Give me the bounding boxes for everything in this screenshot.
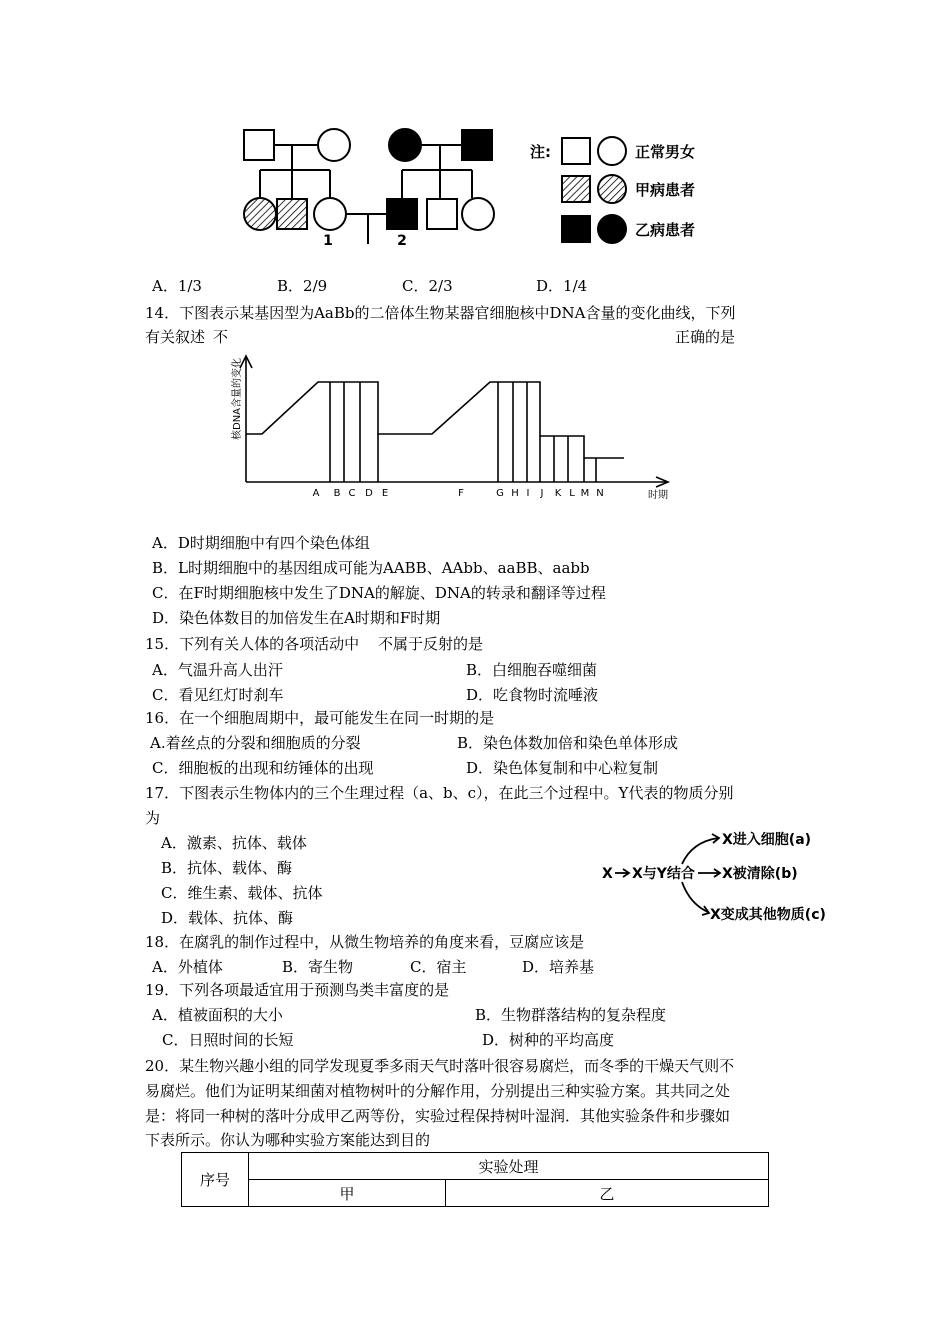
affected-yi-male-symbol <box>462 130 492 160</box>
legend-normal-label: 正常男女 <box>635 143 696 161</box>
q18-stem: 18．在腐乳的制作过程中，从微生物培养的角度来看，豆腐应该是 <box>145 933 585 951</box>
q14-stem-line2a: 有关叙述 <box>145 328 206 346</box>
affected-jia-male-symbol <box>277 199 307 229</box>
normal-female-symbol <box>318 129 350 161</box>
q14-option-c: C．在F时期细胞核中发生了DNA的解旋、DNA的转录和翻译等过程 <box>152 584 606 602</box>
q20-line4: 下表所示。你认为哪种实验方案能达到目的 <box>145 1131 431 1149</box>
pedigree-label-2: 2 <box>397 233 407 249</box>
tick-E: E <box>381 488 389 499</box>
q19-option-b: B．生物群落结构的复杂程度 <box>475 1006 667 1024</box>
chart-ylabel: 核DNA含量的变化 <box>232 357 243 440</box>
tick-K: K <box>554 488 562 499</box>
tick-L: L <box>569 488 575 499</box>
affected-jia-female-symbol <box>244 198 276 230</box>
tick-H: H <box>511 488 519 499</box>
normal-female-child-symbol <box>462 198 494 230</box>
dna-content-chart <box>228 350 678 500</box>
legend-jia-label: 甲病患者 <box>635 181 696 199</box>
q13-option-b: B．2/9 <box>277 277 328 295</box>
tick-C: C <box>348 488 356 499</box>
q20-experiment-table <box>181 1152 769 1207</box>
q13-option-d: D．1/4 <box>536 277 588 295</box>
pedigree-label-1: 1 <box>323 233 333 249</box>
q17-option-d: D．载体、抗体、酶 <box>161 909 294 927</box>
q16-option-d: D．染色体复制和中心粒复制 <box>466 759 659 777</box>
tick-G: G <box>496 488 504 499</box>
q15-stem-a: 15．下列有关人体的各项活动中 <box>145 635 360 653</box>
q15-stem-not: 不 <box>378 635 394 653</box>
tick-F: F <box>458 488 464 499</box>
tick-M: M <box>580 488 590 499</box>
q15-option-b: B．白细胞吞噬细菌 <box>466 661 598 679</box>
q19-stem: 19．下列各项最适宜用于预测鸟类丰富度的是 <box>145 981 450 999</box>
q14-option-a: A．D时期细胞中有四个染色体组 <box>152 534 370 552</box>
q13-option-a: A．1/3 <box>152 277 202 295</box>
normal-male-child-symbol <box>427 199 457 229</box>
q20-line1: 20．某生物兴趣小组的同学发现夏季多雨天气时落叶很容易腐烂，而冬季的干燥天气则不 <box>145 1057 735 1075</box>
table-header-treatment: 实验处理 <box>249 1153 769 1180</box>
q16-option-b: B．染色体数加倍和染色单体形成 <box>457 734 679 752</box>
tick-D: D <box>365 488 373 499</box>
tick-J: J <box>540 488 544 499</box>
q20-line2: 易腐烂。他们为证明某细菌对植物树叶的分解作用，分别提出三种实验方案。其共同之处 <box>145 1082 731 1100</box>
legend-title: 注: <box>530 143 551 161</box>
q19-option-d: D．树种的平均高度 <box>482 1031 615 1049</box>
diagram-start-x: X <box>602 866 613 882</box>
table-header-jia: 甲 <box>249 1180 446 1207</box>
diagram-a: X进入细胞(a) <box>722 832 812 848</box>
q14-option-d: D．染色体数目的加倍发生在A时期和F时期 <box>152 609 441 627</box>
individual-2-symbol <box>387 199 417 229</box>
tick-I: I <box>526 488 530 499</box>
q20-line3: 是：将同一种树的落叶分成甲乙两等份，实验过程保持树叶湿润．其他实验条件和步骤如 <box>145 1107 731 1125</box>
tick-A: A <box>312 488 320 499</box>
q17-option-b: B．抗体、载体、酶 <box>161 859 293 877</box>
q14-stem-line1: 14．下图表示某基因型为AaBb的二倍体生物某器官细胞核中DNA含量的变化曲线，下列 <box>145 304 736 322</box>
individual-1-symbol <box>314 198 346 230</box>
tick-N: N <box>596 488 604 499</box>
legend-yi-label: 乙病患者 <box>635 221 696 239</box>
q18-option-d: D．培养基 <box>522 958 595 976</box>
q17-option-a: A．激素、抗体、载体 <box>161 834 307 852</box>
q13-option-c: C．2/3 <box>402 277 453 295</box>
q17-stem-line1: 17．下图表示生物体内的三个生理过程（a、b、c），在此三个过程中。Y代表的物质分别 <box>145 784 734 802</box>
q15-stem-c: 属于反射的是 <box>393 635 484 653</box>
q15-option-a: A．气温升高人出汗 <box>152 661 283 679</box>
affected-yi-female-symbol <box>389 129 421 161</box>
q17-stem-line2: 为 <box>145 809 161 827</box>
q16-option-a: A.着丝点的分裂和细胞质的分裂 <box>150 734 361 752</box>
chart-xlabel: 时期 <box>648 490 668 500</box>
q17-process-diagram <box>600 822 840 932</box>
q16-option-c: C．细胞板的出现和纺锤体的出现 <box>152 759 374 777</box>
normal-male-symbol <box>244 130 274 160</box>
q14-stem-not: 不 <box>213 328 229 346</box>
q14-stem-line2c: 正确的是 <box>675 328 736 346</box>
q18-option-c: C．宿主 <box>410 958 467 976</box>
table-header-yi: 乙 <box>446 1180 769 1207</box>
q19-option-c: C．日照时间的长短 <box>162 1031 294 1049</box>
q18-option-b: B．寄生物 <box>282 958 354 976</box>
q18-option-a: A．外植体 <box>152 958 223 976</box>
table-header-index: 序号 <box>182 1153 249 1207</box>
q17-option-c: C．维生素、载体、抗体 <box>161 884 323 902</box>
diagram-c: X变成其他物质(c) <box>710 907 826 923</box>
q19-option-a: A．植被面积的大小 <box>152 1006 283 1024</box>
q15-option-d: D．吃食物时流唾液 <box>466 686 599 704</box>
diagram-b: X被清除(b) <box>722 866 798 882</box>
tick-B: B <box>333 488 341 499</box>
q15-option-c: C．看见红灯时刹车 <box>152 686 284 704</box>
q16-stem: 16．在一个细胞周期中，最可能发生在同一时期的是 <box>145 709 495 727</box>
q14-option-b: B．L时期细胞中的基因组成可能为AABB、AAbb、aaBB、aabb <box>152 559 590 577</box>
pedigree-figure <box>230 120 730 255</box>
diagram-middle: X与Y结合 <box>632 866 695 882</box>
